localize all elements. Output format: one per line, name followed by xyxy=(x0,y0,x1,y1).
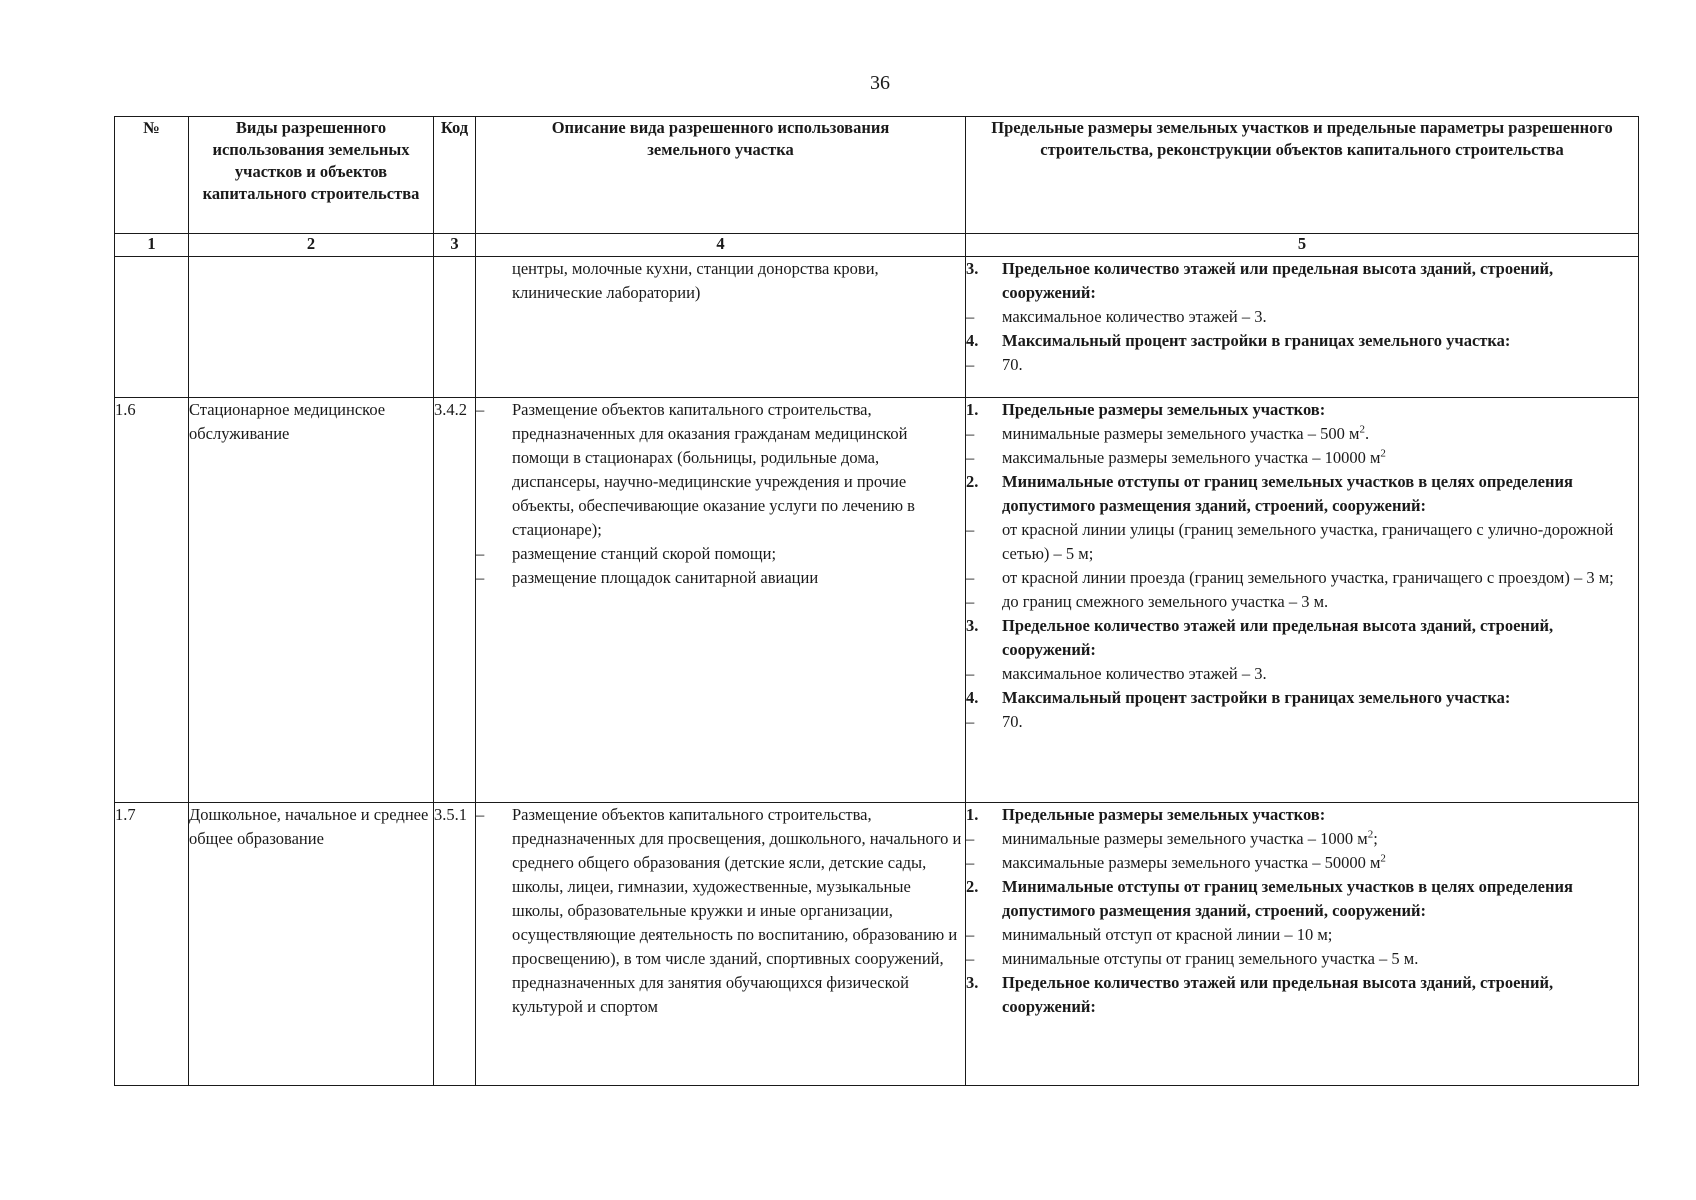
list-text xyxy=(1002,353,1638,377)
list-marker: – xyxy=(966,853,975,872)
list-text-main: Минимальные отступы от границ земельных участков в целях определения допустимого размещения зданий, строений, сооружений: xyxy=(1002,877,1573,920)
list-text-main: минимальные размеры земельного участка – 1000 м xyxy=(1002,829,1368,848)
list-marker: 4. xyxy=(966,331,979,350)
row-description xyxy=(476,398,966,803)
list-text xyxy=(1002,710,1638,734)
table-row xyxy=(115,398,1639,803)
list-text xyxy=(1002,686,1638,710)
list-text-main: до границ смежного земельного участка – 3 м. xyxy=(1002,592,1329,611)
column-numbering-row xyxy=(115,234,1639,257)
list-marker: – xyxy=(966,568,975,587)
list-marker: 3. xyxy=(966,616,979,635)
list-marker: 1. xyxy=(966,400,979,419)
list-marker: 3. xyxy=(966,259,979,278)
list-marker: – xyxy=(476,544,485,563)
list-text-main: максимальные размеры земельного участка – 10000 м xyxy=(1002,448,1381,467)
list-text xyxy=(1002,329,1638,353)
column-number: 3 xyxy=(434,234,476,257)
list-text-main: Предельное количество этажей или предельная высота зданий, строений, сооружений: xyxy=(1002,616,1554,659)
description-line xyxy=(476,542,965,566)
list-marker: – xyxy=(966,520,975,539)
list-marker: 2. xyxy=(966,877,979,896)
description-line xyxy=(476,803,965,1019)
list-marker: – xyxy=(966,949,975,968)
row-use-type xyxy=(189,257,434,398)
list-text xyxy=(1002,875,1638,923)
list-marker: – xyxy=(966,712,975,731)
unit-superscript: 2 xyxy=(1380,852,1386,865)
param-line xyxy=(966,518,1638,566)
description-line xyxy=(476,566,965,590)
trailing-punctuation: . xyxy=(1364,424,1370,443)
list-text xyxy=(512,542,965,566)
description-line xyxy=(476,398,965,542)
param-line xyxy=(966,947,1638,971)
row-code: 3.5.1 xyxy=(434,803,476,1086)
list-text xyxy=(512,566,965,590)
list-text-main: Предельное количество этажей или предельная высота зданий, строений, сооружений: xyxy=(1002,973,1554,1016)
param-line xyxy=(966,710,1638,734)
param-line xyxy=(966,305,1638,329)
list-text-main: Максимальный процент застройки в границах земельного участка: xyxy=(1002,688,1511,707)
trailing-punctuation: ; xyxy=(1373,829,1378,848)
list-text xyxy=(512,398,965,542)
list-marker: – xyxy=(966,307,975,326)
list-marker: – xyxy=(966,355,975,374)
list-marker: 3. xyxy=(966,973,979,992)
list-marker: – xyxy=(476,400,485,419)
list-text-main: Размещение объектов капитального строительства, предназначенных для просвещения, дошкольного, начального и среднего общего образования (детские ясли, детские сады, школы, лицеи, гимназии, художественные, музыкальные школы, образовательные кружки и иные организации, осуществляющие деятельность по воспитанию, образованию и просвещению), в том числе зданий, спортивных сооружений, предназначенных для занятия обучающихся физической культурой и спортом xyxy=(512,805,962,1016)
row-code xyxy=(434,257,476,398)
header-description: Описание вида разрешенного использования земельного участка xyxy=(476,117,966,234)
param-line xyxy=(966,398,1638,422)
list-text-main: Предельные размеры земельных участков: xyxy=(1002,400,1326,419)
list-text-main: от красной линии проезда (границ земельного участка, граничащего с проездом) – 3 м; xyxy=(1002,568,1614,587)
header-use-type: Виды разрешенного использования земельных участков и объектов капитального строительства xyxy=(189,117,434,234)
table-row xyxy=(115,257,1639,398)
param-line xyxy=(966,257,1638,305)
list-text xyxy=(1002,446,1638,470)
list-marker: – xyxy=(966,592,975,611)
list-text xyxy=(1002,971,1638,1019)
param-line xyxy=(966,875,1638,923)
param-line xyxy=(966,422,1638,446)
list-marker: – xyxy=(476,805,485,824)
list-text-main: Минимальные отступы от границ земельных участков в целях определения допустимого размещения зданий, строений, сооружений: xyxy=(1002,472,1573,515)
description-line xyxy=(476,257,965,305)
param-line xyxy=(966,353,1638,377)
list-text-main: минимальные отступы от границ земельного участка – 5 м. xyxy=(1002,949,1419,968)
list-text xyxy=(512,257,965,305)
list-text xyxy=(1002,662,1638,686)
list-text xyxy=(1002,827,1638,851)
row-number: 1.7 xyxy=(115,803,189,1086)
param-line xyxy=(966,329,1638,353)
unit-superscript: 2 xyxy=(1380,447,1386,460)
param-line xyxy=(966,614,1638,662)
param-line xyxy=(966,971,1638,1019)
land-use-table xyxy=(114,116,1639,1086)
row-code: 3.4.2 xyxy=(434,398,476,803)
param-line xyxy=(966,827,1638,851)
list-text xyxy=(1002,470,1638,518)
row-number xyxy=(115,257,189,398)
param-line xyxy=(966,686,1638,710)
list-text-main: от красной линии улицы (границ земельного участка, граничащего с улично-дорожной сетью) – 5 м; xyxy=(1002,520,1614,563)
list-text-main: центры, молочные кухни, станции донорства крови, клинические лаборатории) xyxy=(512,259,879,302)
list-text xyxy=(1002,257,1638,305)
list-text-main: Предельное количество этажей или предельная высота зданий, строений, сооружений: xyxy=(1002,259,1554,302)
list-text-main: размещение площадок санитарной авиации xyxy=(512,568,819,587)
row-use-type: Стационарное медицинское обслуживание xyxy=(189,398,434,803)
param-line xyxy=(966,446,1638,470)
list-text-main: 70. xyxy=(1002,355,1023,374)
list-text-main: минимальный отступ от красной линии – 10 м; xyxy=(1002,925,1333,944)
param-line xyxy=(966,590,1638,614)
header-limits: Предельные размеры земельных участков и предельные параметры разрешенного строительства, реконструкции объектов капитального строительства xyxy=(966,117,1639,234)
column-number: 5 xyxy=(966,234,1639,257)
list-marker: – xyxy=(476,568,485,587)
list-marker: – xyxy=(966,448,975,467)
list-marker: – xyxy=(966,664,975,683)
list-text xyxy=(1002,305,1638,329)
list-text-main: Размещение объектов капитального строительства, предназначенных для оказания гражданам медицинской помощи в стационарах (больницы, родильные дома, диспансеры, научно-медицинские учреждения и прочие объекты, обеспечивающие оказание услуги по лечению в стационаре); xyxy=(512,400,915,539)
list-text xyxy=(1002,803,1638,827)
list-text-main: Максимальный процент застройки в границах земельного участка: xyxy=(1002,331,1511,350)
table-row xyxy=(115,803,1639,1086)
header-code: Код xyxy=(434,117,476,234)
list-text-main: максимальные размеры земельного участка – 50000 м xyxy=(1002,853,1381,872)
list-text-main: максимальное количество этажей – 3. xyxy=(1002,664,1267,683)
page-number: 36 xyxy=(870,72,890,94)
row-use-type: Дошкольное, начальное и среднее общее образование xyxy=(189,803,434,1086)
list-text xyxy=(1002,518,1638,566)
param-line xyxy=(966,470,1638,518)
param-line xyxy=(966,851,1638,875)
list-text xyxy=(1002,614,1638,662)
table-header-row xyxy=(115,117,1639,234)
row-params xyxy=(966,257,1639,398)
list-text xyxy=(1002,947,1638,971)
list-text-main: Предельные размеры земельных участков: xyxy=(1002,805,1326,824)
list-text-main: 70. xyxy=(1002,712,1023,731)
column-number: 2 xyxy=(189,234,434,257)
list-text xyxy=(1002,398,1638,422)
list-text xyxy=(512,803,965,1019)
list-text xyxy=(1002,422,1638,446)
row-number: 1.6 xyxy=(115,398,189,803)
unit-superscript: 2 xyxy=(1359,423,1365,436)
header-num: № xyxy=(115,117,189,234)
param-line xyxy=(966,566,1638,590)
list-marker: – xyxy=(966,424,975,443)
param-line xyxy=(966,803,1638,827)
row-params xyxy=(966,803,1639,1086)
row-description xyxy=(476,803,966,1086)
list-marker: – xyxy=(966,925,975,944)
param-line xyxy=(966,662,1638,686)
row-params xyxy=(966,398,1639,803)
list-text xyxy=(1002,590,1638,614)
row-description xyxy=(476,257,966,398)
list-text xyxy=(1002,566,1638,590)
column-number: 4 xyxy=(476,234,966,257)
list-marker: 4. xyxy=(966,688,979,707)
list-text xyxy=(1002,851,1638,875)
param-line xyxy=(966,923,1638,947)
list-text-main: максимальное количество этажей – 3. xyxy=(1002,307,1267,326)
list-marker: – xyxy=(966,829,975,848)
column-number: 1 xyxy=(115,234,189,257)
list-text xyxy=(1002,923,1638,947)
list-marker: 1. xyxy=(966,805,979,824)
unit-superscript: 2 xyxy=(1367,828,1374,841)
list-marker: 2. xyxy=(966,472,979,491)
list-text-main: минимальные размеры земельного участка – 500 м xyxy=(1002,424,1360,443)
list-text-main: размещение станций скорой помощи; xyxy=(512,544,777,563)
